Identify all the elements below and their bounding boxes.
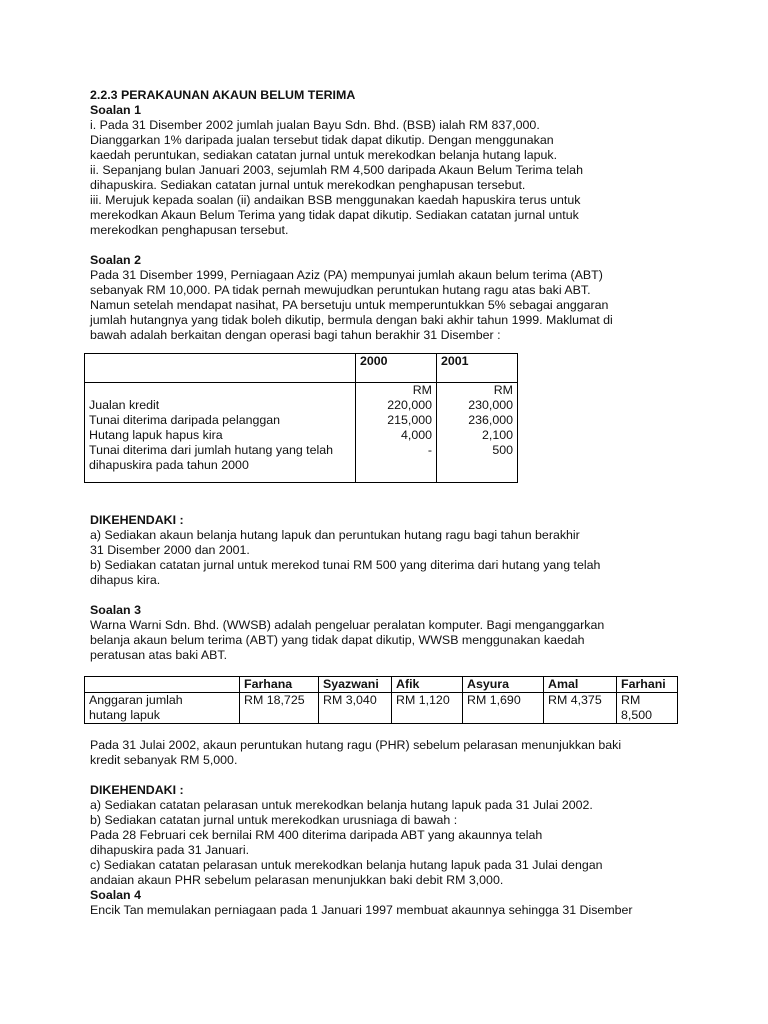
question-1-line: merekodkan Akaun Belum Terima yang tidak dapat dikutip. Sediakan catatan jurnal untuk: [90, 208, 579, 222]
debtor-name: Asyura: [463, 677, 544, 693]
question-2-line: Pada 31 Disember 1999, Perniagaan Aziz (PA) mempunyai jumlah akaun belum terima (ABT): [90, 268, 603, 282]
table-row-label: Hutang lapuk hapus kira: [89, 428, 223, 442]
unit-label: RM: [412, 383, 432, 397]
required-line: b) Sediakan catatan jurnal untuk merekodkan urusniaga di bawah :: [90, 813, 458, 827]
debtor-amount: RM 4,375: [544, 693, 617, 724]
question-4-line: Encik Tan memulakan perniagaan pada 1 Januari 1997 membuat akaunnya sehingga 31 Disember: [90, 903, 633, 917]
required-line: a) Sediakan akaun belanja hutang lapuk dan peruntukan hutang ragu bagi tahun berakhir: [90, 528, 580, 542]
debtor-name: Farhani: [617, 677, 678, 693]
question-3-line: belanja akaun belum terima (ABT) yang tidak dapat dikutip, WWSB menggunakan kaedah: [90, 633, 585, 647]
debtor-amount: RM 8,500: [617, 693, 678, 724]
table-value: 500: [492, 443, 513, 457]
table-values-2001: [437, 383, 518, 483]
table-row-label: Tunai diterima dari jumlah hutang yang telah: [89, 443, 334, 457]
row-label: hutang lapuk: [89, 708, 160, 722]
table-header-blank: [85, 354, 356, 383]
required-line: andaian akaun PHR sebelum pelarasan menunjukkan baki debit RM 3,000.: [90, 873, 504, 887]
table-value: 4,000: [400, 428, 432, 442]
table-value: 215,000: [387, 413, 432, 427]
required-line: 31 Disember 2000 dan 2001.: [90, 543, 250, 557]
debtor-name: Afik: [392, 677, 463, 693]
row-label-cell: [85, 693, 240, 724]
section-heading: 2.2.3 PERAKAUNAN AKAUN BELUM TERIMA: [90, 88, 356, 102]
table-row-label: dihapuskira pada tahun 2000: [89, 458, 249, 472]
question-1-line: Dianggarkan 1% daripada jualan tersebut tidak dapat dikutip. Dengan menggunakan: [90, 133, 554, 147]
question-1-line: kaedah peruntukan, sediakan catatan jurnal untuk merekodkan belanja hutang lapuk.: [90, 148, 558, 162]
debtor-name: Farhana: [240, 677, 319, 693]
table-value: 220,000: [387, 398, 432, 412]
question-1-title: Soalan 1: [90, 103, 141, 117]
question-3-line: Pada 31 Julai 2002, akaun peruntukan hutang ragu (PHR) sebelum pelarasan menunjukkan baki: [90, 738, 622, 752]
debtor-amount: RM 3,040: [319, 693, 392, 724]
debtor-amount: RM 1,690: [463, 693, 544, 724]
required-line: dihapus kira.: [90, 573, 161, 587]
unit-label: RM: [493, 383, 513, 397]
operations-table: [84, 353, 518, 483]
question-1-line: i. Pada 31 Disember 2002 jumlah jualan Bayu Sdn. Bhd. (BSB) ialah RM 837,000.: [90, 118, 540, 132]
question-4-title: Soalan 4: [90, 888, 141, 902]
debtor-name: Syazwani: [319, 677, 392, 693]
table-row-label: Jualan kredit: [89, 398, 160, 412]
debtor-amount: RM 18,725: [240, 693, 319, 724]
required-title: DIKEHENDAKI :: [90, 513, 184, 527]
question-2-line: Namun setelah mendapat nasihat, PA bersetuju untuk memperuntukkan 5% sebagai anggaran: [90, 298, 609, 312]
required-line: c) Sediakan catatan pelarasan untuk merekodkan belanja hutang lapuk pada 31 Julai dengan: [90, 858, 603, 872]
row-label: Anggaran jumlah: [89, 693, 183, 707]
question-3-line: kredit sebanyak RM 5,000.: [90, 753, 238, 767]
required-line: dihapuskira pada 31 Januari.: [90, 843, 250, 857]
question-1-line: ii. Sepanjang bulan Januari 2003, sejumlah RM 4,500 daripada Akaun Belum Terima telah: [90, 163, 583, 177]
question-2-line: bawah adalah berkaitan dengan operasi bagi tahun berakhir 31 Disember :: [90, 328, 501, 342]
question-1-line: iii. Merujuk kepada soalan (ii) andaikan BSB menggunakan kaedah hapuskira terus untuk: [90, 193, 581, 207]
table-labels-cell: [85, 383, 356, 483]
table-header-2001: 2001: [437, 354, 518, 383]
question-2-line: jumlah hutangnya yang tidak boleh dikutip, bermula dengan baki akhir tahun 1999. Maklumat di: [90, 313, 613, 327]
required-line: a) Sediakan catatan pelarasan untuk merekodkan belanja hutang lapuk pada 31 Julai 2002.: [90, 798, 593, 812]
question-1-line: dihapuskira. Sediakan catatan jurnal untuk merekodkan penghapusan tersebut.: [90, 178, 526, 192]
debtors-table: [84, 676, 678, 724]
table-header-2000: 2000: [356, 354, 437, 383]
question-2-title: Soalan 2: [90, 253, 141, 267]
table-row-label: Tunai diterima daripada pelanggan: [89, 413, 281, 427]
table-value: 2,100: [481, 428, 513, 442]
required-line: Pada 28 Februari cek bernilai RM 400 diterima daripada ABT yang akaunnya telah: [90, 828, 543, 842]
question-3-title: Soalan 3: [90, 603, 141, 617]
table-values-2000: [356, 383, 437, 483]
question-1-line: merekodkan penghapusan tersebut.: [90, 223, 289, 237]
question-2-line: sebanyak RM 10,000. PA tidak pernah mewujudkan peruntukan hutang ragu atas baki ABT.: [90, 283, 591, 297]
question-3-line: peratusan atas baki ABT.: [90, 648, 228, 662]
required-title: DIKEHENDAKI :: [90, 783, 184, 797]
table-header-blank: [85, 677, 240, 693]
question-3-line: Warna Warni Sdn. Bhd. (WWSB) adalah pengeluar peralatan komputer. Bagi menganggarkan: [90, 618, 605, 632]
debtor-amount: RM 1,120: [392, 693, 463, 724]
required-line: b) Sediakan catatan jurnal untuk merekod tunai RM 500 yang diterima dari hutang yang telah: [90, 558, 601, 572]
table-value: -: [427, 443, 432, 457]
table-value: 236,000: [468, 413, 513, 427]
debtor-name: Amal: [544, 677, 617, 693]
table-value: 230,000: [468, 398, 513, 412]
document-page: [90, 88, 710, 918]
